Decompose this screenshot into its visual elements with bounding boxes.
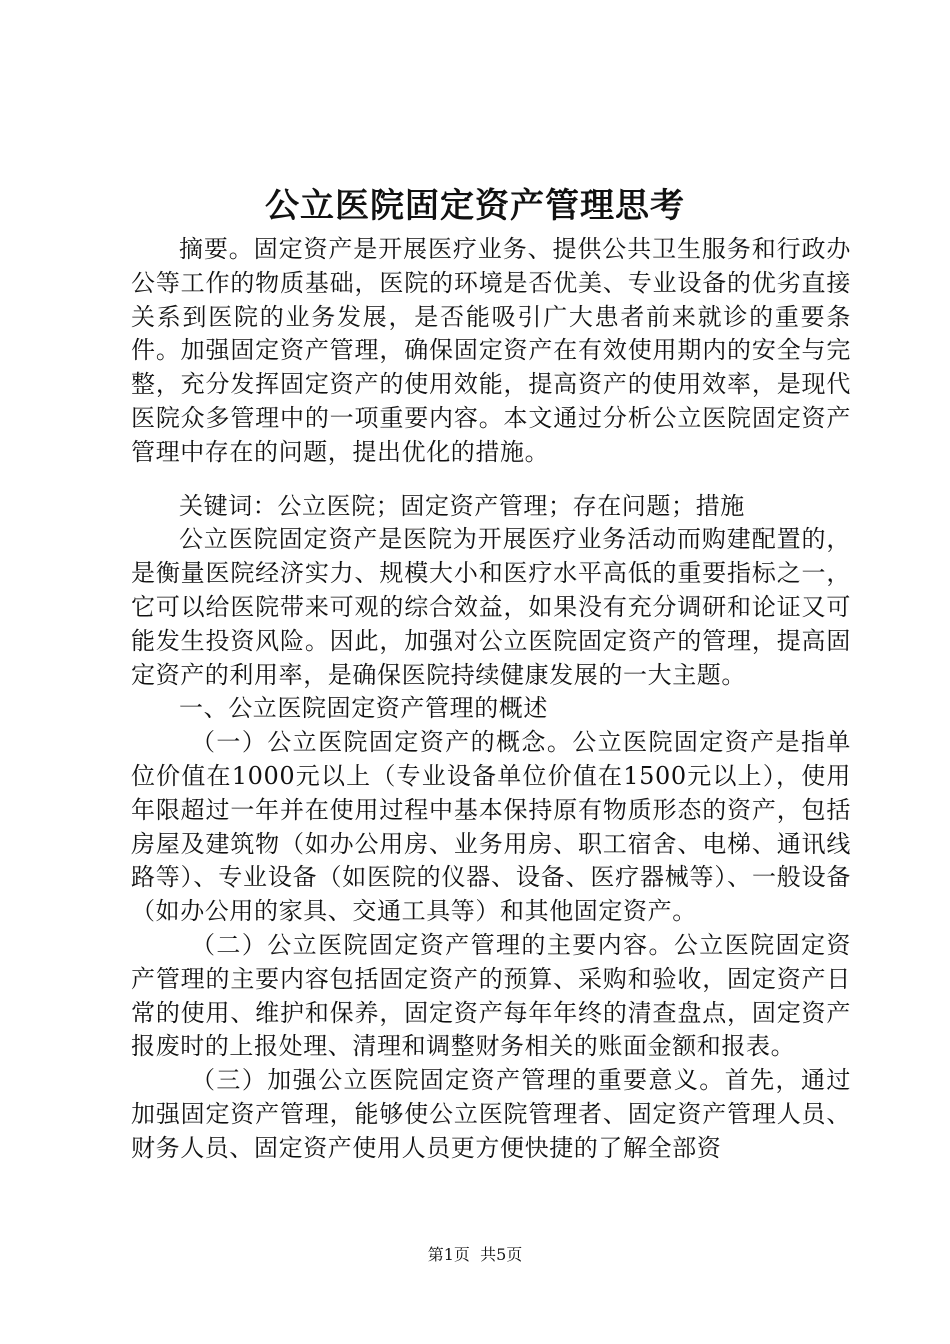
page-footer (0, 1244, 950, 1266)
page-total: 共5页 (480, 1245, 523, 1264)
document-title: 公立医院固定资产管理思考 (265, 186, 685, 226)
intro-paragraph: 公立医院固定资产是医院为开展医疗业务活动而购建配置的，是衡量医院经济实力、规模大小和医疗水平高低的重要指标之一，它可以给医院带来可观的综合效益，如果没有充分调研和论证又可能发生投资风险。因此，加强对公立医院固定资产的管理，提高固定资产的利用率，是确保医院持续健康发展的一大主题。 (131, 525, 851, 689)
abstract-paragraph: 摘要。固定资产是开展医疗业务、提供公共卫生服务和行政办公等工作的物质基础，医院的环境是否优美、专业设备的优劣直接关系到医院的业务发展，是否能吸引广大患者前来就诊的重要条件。加强固定资产管理，确保固定资产在有效使用期内的安全与完整，充分发挥固定资产的使用效能，提高资产的使用效率，是现代医院众多管理中的一项重要内容。本文通过分析公立医院固定资产管理中存在的问题，提出优化的措施。 (131, 235, 851, 466)
subsection-paragraph-3: （三）加强公立医院固定资产管理的重要意义。首先，通过加强固定资产管理，能够使公立医院管理者、固定资产管理人员、财务人员、固定资产使用人员更方便快捷的了解全部资 (131, 1066, 851, 1162)
section-heading: 一、公立医院固定资产管理的概述 (179, 694, 548, 723)
subsection-paragraph-2: （二）公立医院固定资产管理的主要内容。公立医院固定资产管理的主要内容包括固定资产的预算、采购和验收，固定资产日常的使用、维护和保养，固定资产每年年终的清查盘点，固定资产报废时的上报处理、清理和调整财务相关的账面金额和报表。 (131, 930, 851, 1061)
subsection-paragraph-1: （一）公立医院固定资产的概念。公立医院固定资产是指单位价值在1000元以上（专业设备单位价值在1500元以上），使用年限超过一年并在使用过程中基本保持原有物质形态的资产，包括房屋及建筑物（如办公用房、业务用房、职工宿舍、电梯、通讯线路等）、专业设备（如医院的仪器、设备、医疗器械等）、一般设备（如办公用的家具、交通工具等）和其他固定资产。 (131, 728, 851, 926)
keywords-paragraph: 关键词：公立医院；固定资产管理；存在问题；措施 (179, 491, 745, 520)
paragraph-spacer (131, 470, 851, 490)
page-number: 第1页 (427, 1245, 470, 1264)
document-body (131, 233, 851, 1166)
